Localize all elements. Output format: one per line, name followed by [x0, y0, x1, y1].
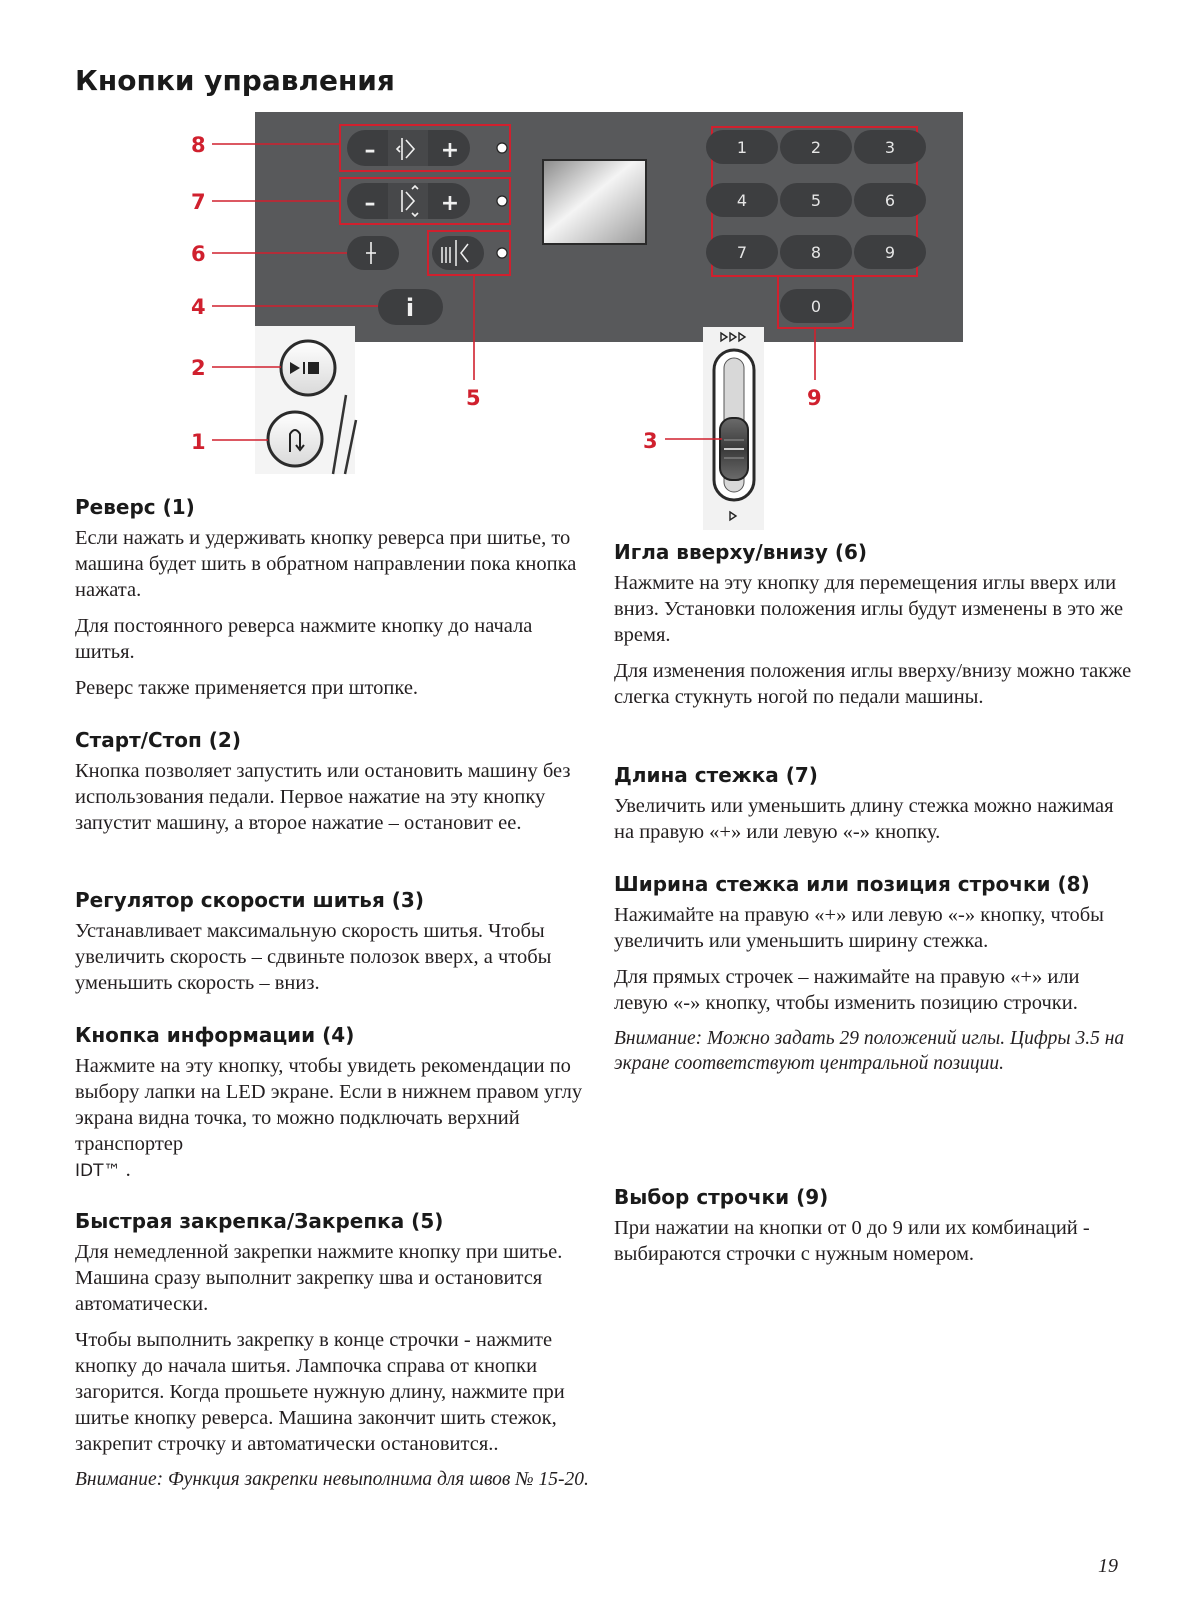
paragraph: Кнопка позволяет запустить или остановить машину без использования педали. Первое нажатие на эту кнопку запустит машину, а второе нажатие – остановит ее. — [75, 760, 571, 834]
paragraph-text: Нажмите на эту кнопку, чтобы увидеть рекомендации по выбору лапки на LED экране. Если в нижнем правом углу экрана видна точка, то можно подключать верхний транспортер — [75, 1055, 583, 1155]
paragraph: Увеличить или уменьшить длину стежка можно нажимая на правую «+» или левую «-» кнопку. — [614, 795, 1114, 843]
callout-5: 5 — [466, 386, 481, 410]
plus-symbol: + — [440, 191, 460, 216]
section-tie-off — [75, 1209, 595, 1502]
paragraph: Устанавливает максимальную скорость шитья. Чтобы увеличить скорость – сдвиньте полозок вверх, а чтобы уменьшить скорость – вниз. — [75, 920, 552, 994]
led-display — [543, 160, 646, 244]
control-panel-figure — [0, 0, 1200, 540]
callout-8: 8 — [191, 133, 206, 157]
section-width — [614, 872, 1134, 1086]
section-info — [75, 1023, 595, 1194]
number-key-label: 3 — [884, 138, 896, 157]
number-key-label: 7 — [736, 243, 748, 262]
section-heading: Быстрая закрепка/Закрепка (5) — [75, 1209, 444, 1233]
section-needle — [614, 540, 1134, 720]
paragraph-end: . — [120, 1159, 131, 1181]
paragraph: Нажимайте на правую «+» или левую «-» кнопку, чтобы увеличить или уменьшить ширину стежка. — [614, 904, 1104, 952]
section-speed — [75, 888, 595, 1006]
paragraph: Для изменения положения иглы вверху/внизу можно также слегка стукнуть ногой по педали машины. — [614, 660, 1132, 708]
section-heading: Выбор строчки (9) — [614, 1185, 829, 1209]
number-key-label: 5 — [810, 191, 822, 210]
page-number: 19 — [1098, 1555, 1118, 1577]
callout-9: 9 — [807, 386, 822, 410]
number-key-label: 1 — [736, 138, 748, 157]
number-key-label: 8 — [810, 243, 822, 262]
paragraph: Чтобы выполнить закрепку в конце строчки - нажмите кнопку до начала шитья. Лампочка справа от кнопки загорится. Когда прошьете нужную длину, нажмите при шитье кнопку реверса. Машина закончит шить стежок, закрепит строчку и автоматически остановится.. — [75, 1329, 565, 1455]
note: Внимание: Можно задать 29 положений иглы. Цифры 3.5 на экране соответствуют центральной позиции. — [614, 1028, 1125, 1074]
paragraph: Реверс также применяется при штопке. — [75, 677, 419, 699]
callout-1: 1 — [191, 430, 206, 454]
section-heading: Старт/Стоп (2) — [75, 728, 241, 752]
length-indicator-light — [497, 196, 507, 206]
section-reverse — [75, 495, 595, 711]
number-key-label: 4 — [736, 191, 748, 210]
minus-symbol: – — [364, 138, 376, 163]
callout-4: 4 — [191, 295, 206, 319]
width-indicator-light — [497, 143, 507, 153]
section-heading: Игла вверху/внизу (6) — [614, 540, 868, 564]
section-length — [614, 763, 1134, 855]
plus-symbol: + — [440, 138, 460, 163]
section-heading: Регулятор скорости шитья (3) — [75, 888, 424, 912]
tie-off-indicator-light — [497, 248, 507, 258]
paragraph: При нажатии на кнопки от 0 до 9 или их комбинаций - выбираются строчки с нужным номером. — [614, 1217, 1090, 1265]
callout-6: 6 — [191, 242, 206, 266]
section-heading: Ширина стежка или позиция строчки (8) — [614, 872, 1090, 896]
paragraph — [75, 1053, 595, 1184]
callout-2: 2 — [191, 356, 206, 380]
idt-trademark: IDT™ — [75, 1161, 121, 1181]
paragraph: Для немедленной закрепки нажмите кнопку при шитье. Машина сразу выполнит закрепку шва и остановится автоматически. — [75, 1241, 563, 1315]
number-key-label: 0 — [810, 297, 822, 316]
section-heading: Длина стежка (7) — [614, 763, 818, 787]
paragraph: Нажмите на эту кнопку для перемещения иглы вверх или вниз. Установки положения иглы будут изменены в это же время. — [614, 572, 1124, 646]
callout-3: 3 — [643, 429, 658, 453]
callout-7: 7 — [191, 190, 206, 214]
section-heading: Реверс (1) — [75, 495, 195, 519]
section-start-stop — [75, 728, 595, 846]
paragraph: Если нажать и удерживать кнопку реверса при шитье, то машина будет шить в обратном направлении пока кнопка нажата. — [75, 527, 577, 601]
tie-off-button[interactable] — [432, 236, 484, 270]
minus-symbol: – — [364, 191, 376, 216]
paragraph: Для постоянного реверса нажмите кнопку до начала шитья. — [75, 615, 533, 663]
number-key-label: 9 — [884, 243, 896, 262]
section-select — [614, 1185, 1134, 1277]
number-key-label: 6 — [884, 191, 896, 210]
reverse-button[interactable] — [268, 412, 322, 466]
paragraph: Для прямых строчек – нажимайте на правую «+» или левую «-» кнопку, чтобы изменить позицию строчки. — [614, 966, 1080, 1014]
number-key-label: 2 — [810, 138, 822, 157]
section-heading: Кнопка информации (4) — [75, 1023, 355, 1047]
info-icon: i — [405, 294, 415, 322]
page-title: Кнопки управления — [75, 64, 395, 97]
note: Внимание: Функция закрепки невыполнима для швов № 15-20. — [75, 1469, 589, 1490]
